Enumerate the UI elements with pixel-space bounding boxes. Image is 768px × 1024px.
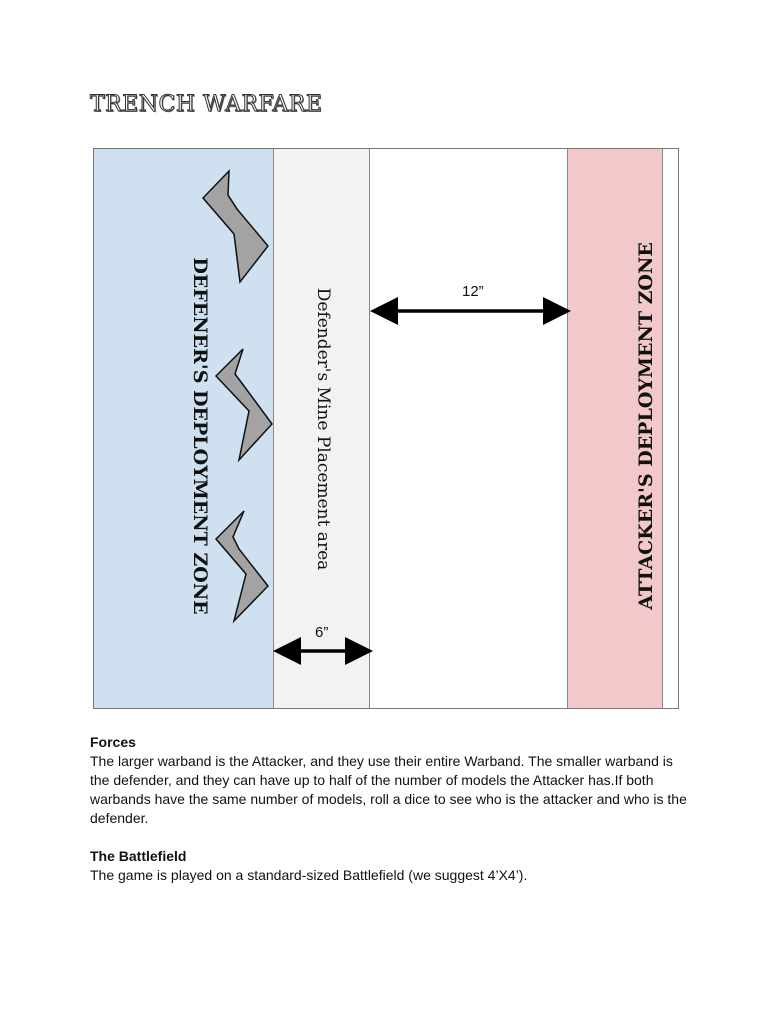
- defender-zone-label: DEFENER'S DEPLOYMENT ZONE: [189, 257, 211, 615]
- page-title: TRENCH WARFARE: [90, 92, 323, 117]
- battlefield-section: [90, 847, 690, 885]
- attacker-zone-label: ATTACKER'S DEPLOYMENT ZONE: [635, 242, 657, 610]
- trench-icon: [203, 171, 268, 282]
- diagram-overlay: [94, 149, 680, 710]
- measure-label-6: 6”: [315, 624, 329, 641]
- battlefield-map: [93, 148, 679, 709]
- trench-icon: [216, 511, 268, 621]
- trench-icon: [216, 349, 272, 460]
- battlefield-text: The game is played on a standard-sized Battlefield (we suggest 4’X4’).: [90, 867, 528, 883]
- forces-section: [90, 733, 690, 828]
- forces-heading: Forces: [90, 734, 136, 750]
- mine-area-label: Defender's Mine Placement area: [313, 287, 333, 571]
- forces-text: The larger warband is the Attacker, and they use their entire Warband. The smaller warband is the defender, and they can have up to half of the number of models the Attacker has.If both warbands have the same number of models, roll a dice to see who is the attacker and who is the defender.: [90, 753, 687, 826]
- battlefield-heading: The Battlefield: [90, 848, 187, 864]
- measure-label-12: 12”: [462, 283, 484, 300]
